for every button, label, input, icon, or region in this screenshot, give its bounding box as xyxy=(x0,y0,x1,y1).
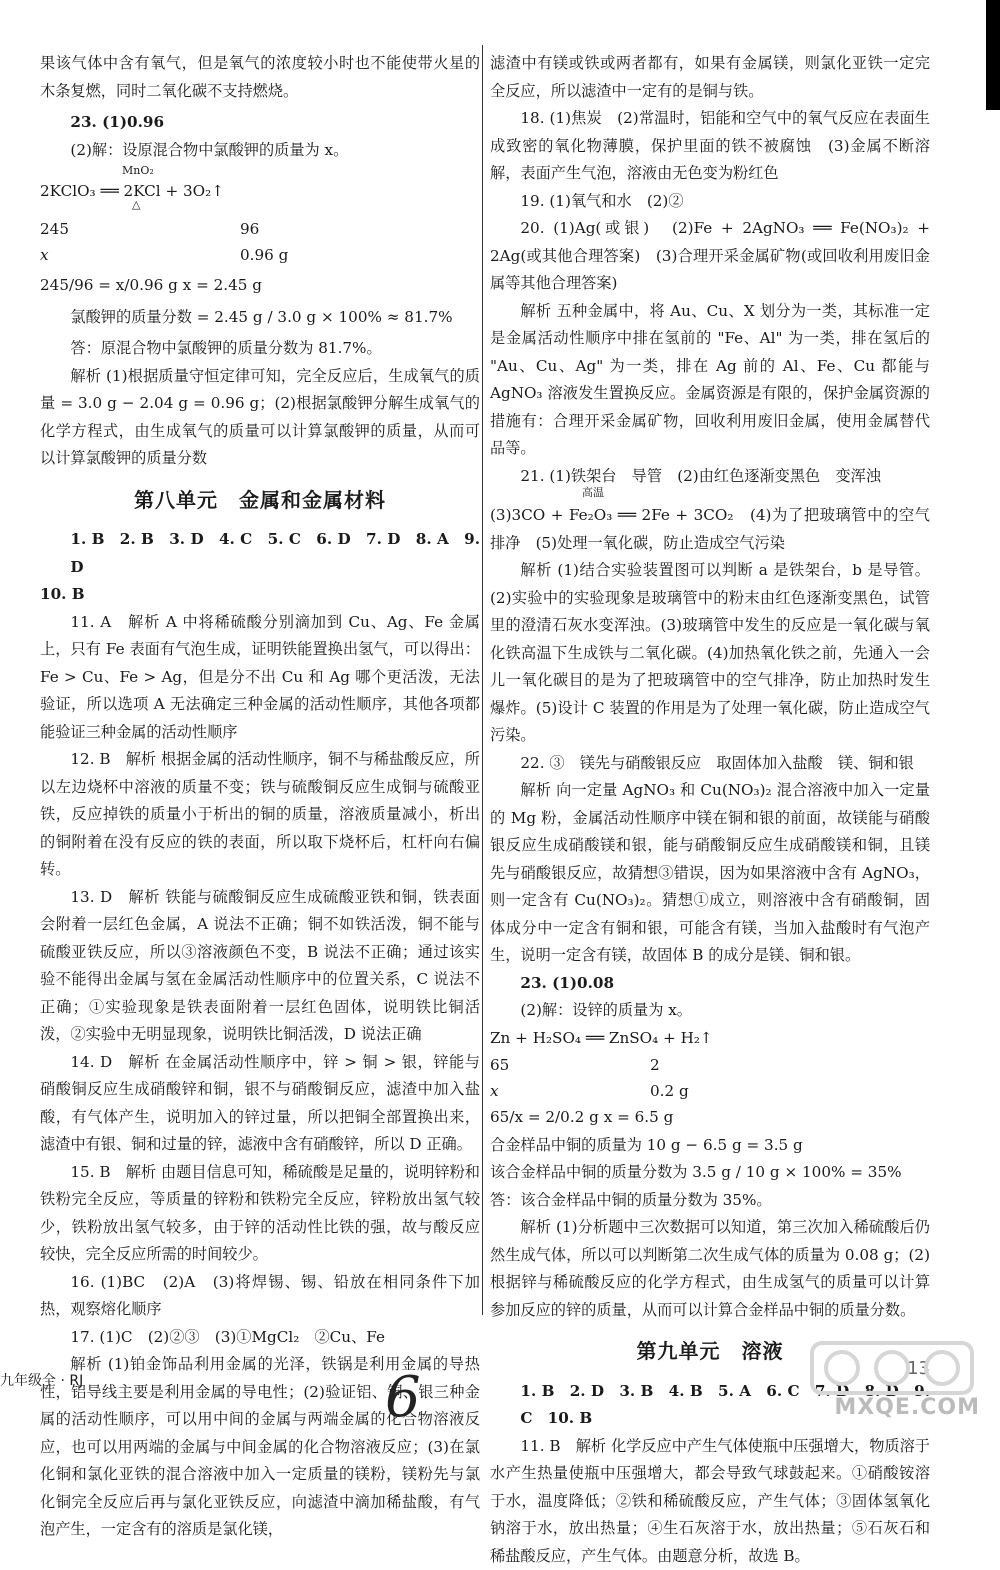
handwritten-number: 6 xyxy=(385,1365,421,1430)
page-number: 13 xyxy=(907,1358,930,1379)
answer-18: 18. (1)焦炭 (2)常温时，铝能和空气中的氧气反应在表面生成致密的氧化物薄膜，保护里面的铁不被腐蚀 (3)金属不断溶解，表面产生气泡，溶液由无色变为粉红色 xyxy=(490,105,930,188)
question-23: 23. (1)0.96 xyxy=(40,109,480,137)
column-divider xyxy=(482,45,483,1315)
reaction-condition xyxy=(490,490,930,502)
answer-22-analysis: 解析 向一定量 AgNO₃ 和 Cu(NO₃)₂ 混合溶液中加入一定量的 Mg 粉，金属活动性顺序中镁在铜和银的前面，故镁能与硝酸银反应生成硝酸镁和银，能与硝酸铜反应生成硝酸镁和铜，且镁先与硝酸银反应，故猜想③错误，因为如果溶液中含有 AgNO₃，则一定含有 Cu(NO₃)₂。猜想①成立，则溶液中含有硝酸铜，固体成分中一定含有铜和银，可能含有镁，当加入盐酸时有气泡产生，说明一定含有镁，故固体 B 的成分是镁、铜和银。 xyxy=(490,777,930,970)
ratio-value: x xyxy=(40,242,49,270)
ratio-row xyxy=(490,1078,930,1104)
ratio-value: 96 xyxy=(240,216,259,244)
watermark-domain: MXQE.COM xyxy=(834,1395,980,1420)
ratio-value: 2 xyxy=(650,1052,660,1080)
text-line: 滤渣中有镁或铁或两者都有，如果有金属镁，则氯化亚铁一定完全反应，所以滤渣中一定有的是铜与铁。 xyxy=(490,50,930,105)
answer-23-analysis: 解析 (1)分析题中三次数据可以知道，第三次加入稀硫酸后仍然生成气体，所以可以判断第二次生成气体的质量为 0.08 g；(2)根据锌与稀硫酸反应的化学方程式，由生成氢气的质量可以计算参加反应的锌的质量，从而可以计算合金样品中铜的质量分数。 xyxy=(490,1214,930,1324)
ratio-value: 0.2 g xyxy=(650,1078,689,1106)
proportion: 65/x = 2/0.2 g x = 6.5 g xyxy=(490,1104,930,1132)
ratio-value: x xyxy=(490,1078,499,1106)
analysis: 解析 (1)根据质量守恒定律可知，完全反应后，生成氧气的质量 = 3.0 g − 2.04 g = 0.96 g；(2)根据氯酸钾分解生成氧气的化学方程式，由生成氧气的质量可以计算氯酸钾的质量，从而可以计算氯酸钾的质量分数 xyxy=(40,363,480,473)
text-line: 果该气体中含有氧气，但是氧气的浓度较小时也不能使带火星的木条复燃，同时二氧化碳不支持燃烧。 xyxy=(40,50,480,105)
answer-11: 11. A 解析 A 中将稀硫酸分别滴加到 Cu、Ag、Fe 金属上，只有 Fe 表面有气泡生成，证明铁能置换出氢气，可以得出：Fe > Cu、Fe > Ag，但是分不出 Cu 和 Ag 哪个更活泼，无法验证，所以选项 A 无法确定三种金属的活动性顺序，其他各项都能验证三种金属的活动性顺序 xyxy=(40,609,480,747)
answer-21-analysis: 解析 (1)结合实验装置图可以判断 a 是铁架台，b 是导管。(2)实验中的实验现象是玻璃管中的粉末由红色逐渐变黑色，试管里的澄清石灰水变浑浊。(3)玻璃管中发生的反应是一氧化碳与氧化铁高温下生成铁与二氧化碳。(4)加热氧化铁之前，先通入一会儿一氧化碳目的是为了把玻璃管中的空气排净，防止加热时发生爆炸。(5)设计 C 装置的作用是为了处理一氧化碳，防止造成空气污染。 xyxy=(490,557,930,750)
answer-20-analysis: 解析 五种金属中，将 Au、Cu、X 划分为一类，其标准一定是金属活动性顺序中排在氢前的 "Fe、Al" 为一类，排在氢后的 "Au、Cu、Ag" 为一类，排在 Ag 前的 Al、Fe、Cu 都能与 AgNO₃ 溶液发生置换反应。金属资源是有限的，保护金属资源的措施有：合理开采金属矿物，回收利用废旧金属，使用金属替代品等。 xyxy=(490,298,930,463)
heat-symbol: △ xyxy=(132,198,140,212)
left-column xyxy=(40,50,480,1544)
answer-17-analysis: 解析 (1)铂金饰品利用金属的光泽，铁锅是利用金属的导热性，铝导线主要是利用金属的导电性；(2)验证铝、铜、银三种金属的活动性顺序，可以用中间的金属与两端金属的化合物溶液反应，也可以用两端的金属与中间金属的化合物溶液反应；(3)在氯化铜和氯化亚铁的混合溶液中加入一定质量的镁粉，镁粉先与氯化铜完全反应后再与氯化亚铁反应，向滤渣中滴加稀盐酸，有气泡产生，一定含有的溶质是氯化镁， xyxy=(40,1351,480,1544)
answer-12: 12. B 解析 根据金属的活动性顺序，铜不与稀盐酸反应，所以左边烧杯中溶液的质量不变；铁与硫酸铜反应生成铜与硫酸亚铁，反应掉铁的质量小于析出的铜的质量，溶液质量减小，析出的铜附着在没有反应的铁的表面，所以取下烧杯后，杠杆向右偏转。 xyxy=(40,746,480,884)
condition-label: 高温 xyxy=(582,486,604,500)
answers-1-10: 1. B 2. D 3. B 4. B 5. A 6. C 7. D 8. D 9. C 10. B xyxy=(490,1378,930,1433)
mass-fraction: 氯酸钾的质量分数 = 2.45 g / 3.0 g × 100% ≈ 81.7% xyxy=(40,304,480,332)
answer-10: 10. B xyxy=(40,581,480,609)
answer-19: 19. (1)氧气和水 (2)② xyxy=(490,188,930,216)
answer-17: 17. (1)C (2)②③ (3)①MgCl₂ ②Cu、Fe xyxy=(40,1324,480,1352)
unit-9-heading: 第九单元 溶液 xyxy=(490,1338,930,1366)
chemical-equation: 2KClO₃ ══ 2KCl + 3O₂↑ xyxy=(40,178,224,206)
unit-8-heading: 第八单元 金属和金属材料 xyxy=(40,487,480,515)
answer: 答：该合金样品中铜的质量分数为 35%。 xyxy=(490,1187,930,1215)
ratio-row xyxy=(40,242,480,268)
catalyst: MnO₂ xyxy=(122,164,154,178)
ratio-value: 65 xyxy=(490,1052,509,1080)
copper-mass: 合金样品中铜的质量为 10 g − 6.5 g = 3.5 g xyxy=(490,1132,930,1160)
answer-21: 21. (1)铁架台 导管 (2)由红色逐渐变黑色 变浑浊 xyxy=(490,463,930,491)
answer-14: 14. D 解析 在金属活动性顺序中，锌 > 铜 > 银，锌能与硝酸铜反应生成硝酸锌和铜，银不与硝酸铜反应，滤渣中加入盐酸，有气体产生，说明加入的锌过量，所以把铜全部置换出来，滤渣中有银、铜和过量的锌，滤液中含有硝酸锌，所以 D 正确。 xyxy=(40,1049,480,1159)
edge-tab xyxy=(986,0,1000,110)
answer-23-part2: (2)解：设锌的质量为 x。 xyxy=(490,997,930,1025)
ratio-value: 0.96 g xyxy=(240,242,288,270)
answer-15: 15. B 解析 由题目信息可知，稀硫酸是足量的，说明锌粉和铁粉完全反应，等质量的锌粉和铁粉完全反应，锌粉放出氢气较少，铁粉放出氢气较多，由于锌的活动性比铁的强，故与酸反应较快，完全反应所需的时间较少。 xyxy=(40,1159,480,1269)
ratio-row xyxy=(40,216,480,242)
answer-22: 22. ③ 镁先与硝酸银反应 取固体加入盐酸 镁、铜和银 xyxy=(490,750,930,778)
ratio-row xyxy=(490,1052,930,1078)
copper-fraction: 该合金样品中铜的质量分数为 3.5 g / 10 g × 100% = 35% xyxy=(490,1159,930,1187)
answer-11: 11. B 解析 化学反应中产生气体使瓶中压强增大，物质溶于水产生热量使瓶中压强增大，都会导致气球鼓起来。①硝酸铵溶于水，温度降低；②铁和稀硫酸反应，产生气体；③固体氢氧化钠溶于水，放出热量；④生石灰溶于水，放出热量；⑤石灰石和稀盐酸反应，产生气体。由题意分析，故选 B。 xyxy=(490,1433,930,1570)
question-23-part2: (2)解：设原混合物中氯酸钾的质量为 x。 xyxy=(40,137,480,165)
answer-23: 23. (1)0.08 xyxy=(490,970,930,998)
answers-1-9: 1. B 2. B 3. D 4. C 5. C 6. D 7. D 8. A 9. D xyxy=(40,526,480,581)
answer: 答：原混合物中氯酸钾的质量分数为 81.7%。 xyxy=(40,335,480,363)
answer-13: 13. D 解析 铁能与硫酸铜反应生成硫酸亚铁和铜，铁表面会附着一层红色金属，A 说法不正确；铜不如铁活泼，铜不能与硫酸亚铁反应，所以③溶液颜色不变，B 说法不正确；通过该实验不能得出金属与氢在金属活动性顺序中的位置关系，C 说法不正确；①实验现象是铁表面附着一层红色固体，说明铁比铜活泼，②实验中无明显现象，说明铁比铜活泼，D 说法正确 xyxy=(40,884,480,1049)
grade-label: 九年级全 · RJ xyxy=(0,1370,83,1390)
equation-block xyxy=(40,164,480,216)
answer-16: 16. (1)BC (2)A (3)将焊锡、锡、铅放在相同条件下加热，观察熔化顺序 xyxy=(40,1269,480,1324)
answer-20: 20. (1)Ag(或银) (2)Fe + 2AgNO₃ ══ Fe(NO₃)₂ + 2Ag(或其他合理答案) (3)合理开采金属矿物(或回收利用废旧金属等其他合理答案) xyxy=(490,215,930,298)
proportion: 245/96 = x/0.96 g x = 2.45 g xyxy=(40,272,480,300)
ratio-value: 245 xyxy=(40,216,69,244)
chemical-equation: Zn + H₂SO₄ ══ ZnSO₄ + H₂↑ xyxy=(490,1025,930,1053)
answer-21-part3: (3)3CO + Fe₂O₃ ══ 2Fe + 3CO₂ (4)为了把玻璃管中的空气排净 (5)处理一氧化碳，防止造成空气污染 xyxy=(490,502,930,557)
